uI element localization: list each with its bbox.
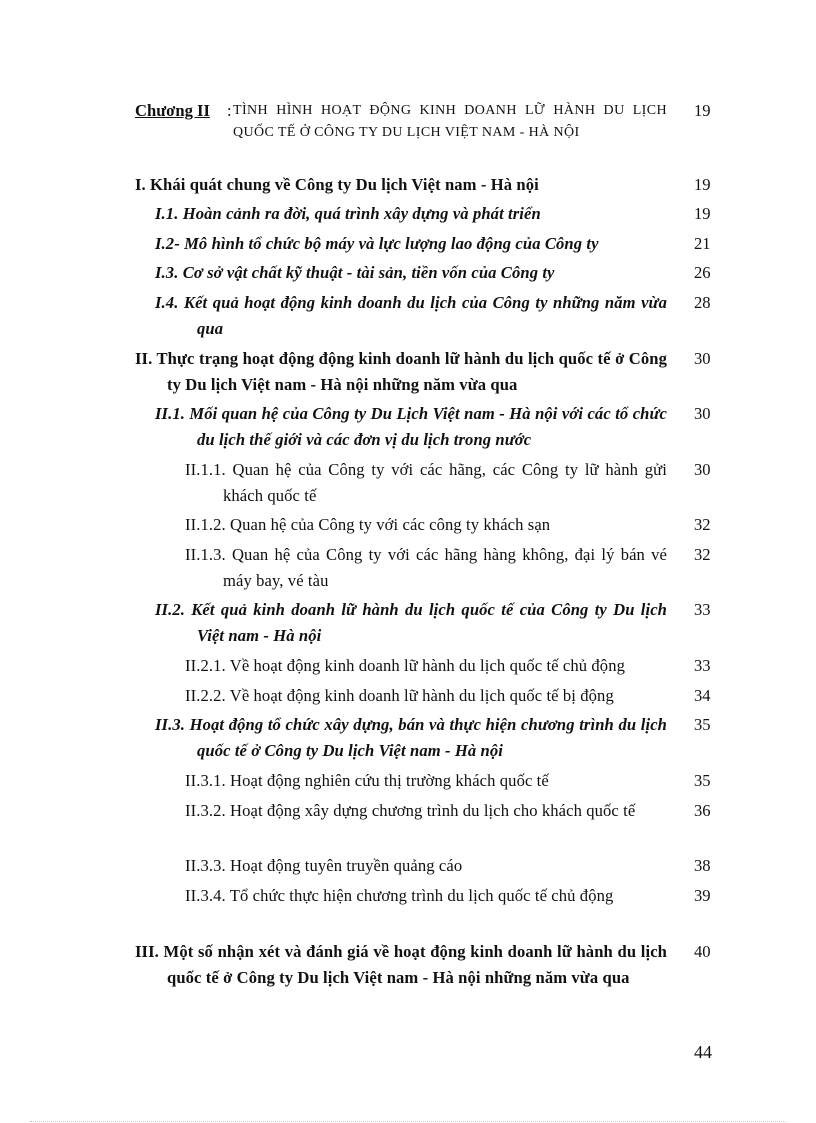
toc-page-number: 40	[694, 942, 711, 961]
toc-entry-text: II.1.2. Quan hệ của Công ty với các công ty khách sạn	[185, 515, 551, 534]
toc-page-number: 32	[694, 545, 711, 564]
toc-entry-text: II.3.1. Hoạt động nghiên cứu thị trường khách quốc tế	[185, 771, 549, 790]
toc-entry-text: I.1. Hoàn cảnh ra đời, quá trình xây dựng và phát triển	[155, 204, 541, 223]
toc-page-number: 21	[694, 234, 711, 253]
chapter-label: Chương II	[135, 101, 210, 120]
page-number: 44	[694, 1042, 712, 1062]
toc-page-number: 39	[694, 886, 711, 905]
toc-entry-text: II.1. Mối quan hệ của Công ty Du Lịch Việt nam - Hà nội với các tổ chức du lịch thế giới và các đơn vị du lịch trong nước	[155, 404, 667, 449]
toc-entry-text: III. Một số nhận xét và đánh giá về hoạt động kinh doanh lữ hành du lịch quốc tế ở Công ty Du lịch Việt nam - Hà nội những năm vừa qua	[135, 942, 667, 987]
toc-entry-text: II.2.1. Về hoạt động kinh doanh lữ hành du lịch quốc tế chủ động	[185, 656, 625, 675]
toc-page-number: 34	[694, 686, 711, 705]
toc-page-number: 28	[694, 293, 711, 312]
toc-page-number: 19	[694, 175, 711, 194]
toc-page-number: 19	[694, 101, 711, 120]
page-bottom-divider	[30, 1121, 786, 1122]
toc-page-number: 19	[694, 204, 711, 223]
toc-page-number: 36	[694, 801, 711, 820]
toc-entry-text: I.2- Mô hình tổ chức bộ máy và lực lượng lao động của Công ty	[155, 234, 599, 253]
toc-page-number: 30	[694, 404, 711, 423]
toc-entry-text: II.3.3. Hoạt động tuyên truyền quảng cáo	[185, 856, 463, 875]
toc-entry-text: II.3.2. Hoạt động xây dựng chương trình du lịch cho khách quốc tế	[185, 801, 636, 820]
toc-entry-text: II.2. Kết quả kinh doanh lữ hành du lịch quốc tế của Công ty Du lịch Việt nam - Hà nội	[155, 600, 667, 645]
toc-entry-text: II.3.4. Tổ chức thực hiện chương trình du lịch quốc tế chủ động	[185, 886, 614, 905]
toc-entry-text: I.3. Cơ sở vật chất kỹ thuật - tài sản, tiền vốn của Công ty	[155, 263, 555, 282]
toc-page-number: 33	[694, 656, 711, 675]
toc-entry-text: II.1.1. Quan hệ của Công ty với các hãng, các Công ty lữ hành gửi khách quốc tế	[185, 460, 667, 505]
toc-entry-text: II.1.3. Quan hệ của Công ty với các hãng hàng không, đại lý bán vé máy bay, vé tàu	[185, 545, 667, 590]
chapter-colon: :	[227, 101, 232, 120]
toc-page-number: 26	[694, 263, 711, 282]
toc-page-number: 32	[694, 515, 711, 534]
toc-entry-text: II.3. Hoạt động tổ chức xây dựng, bán và thực hiện chương trình du lịch quốc tế ở Công ty Du lịch Việt nam - Hà nội	[155, 715, 667, 760]
chapter-title: TÌNH HÌNH HOẠT ĐỘNG KINH DOANH LỮ HÀNH DU LỊCH QUỐC TẾ Ở CÔNG TY DU LỊCH VIỆT NAM - HÀ NỘI	[233, 103, 667, 140]
toc-page-number: 33	[694, 600, 711, 619]
toc-page-number: 35	[694, 771, 711, 790]
toc-entry-text: I.4. Kết quả hoạt động kinh doanh du lịch của Công ty những năm vừa qua	[155, 293, 667, 338]
toc-page-number: 30	[694, 349, 711, 368]
toc-entry-text: I. Khái quát chung về Công ty Du lịch Việt nam - Hà nội	[135, 175, 539, 194]
toc-page-number: 35	[694, 715, 711, 734]
toc-entry-text: II.2.2. Về hoạt động kinh doanh lữ hành du lịch quốc tế bị động	[185, 686, 614, 705]
toc-page-number: 30	[694, 460, 711, 479]
toc-page-number: 38	[694, 856, 711, 875]
toc-entry-text: II. Thực trạng hoạt động động kinh doanh lữ hành du lịch quốc tế ở Công ty Du lịch Việt nam - Hà nội những năm vừa qua	[135, 349, 667, 394]
